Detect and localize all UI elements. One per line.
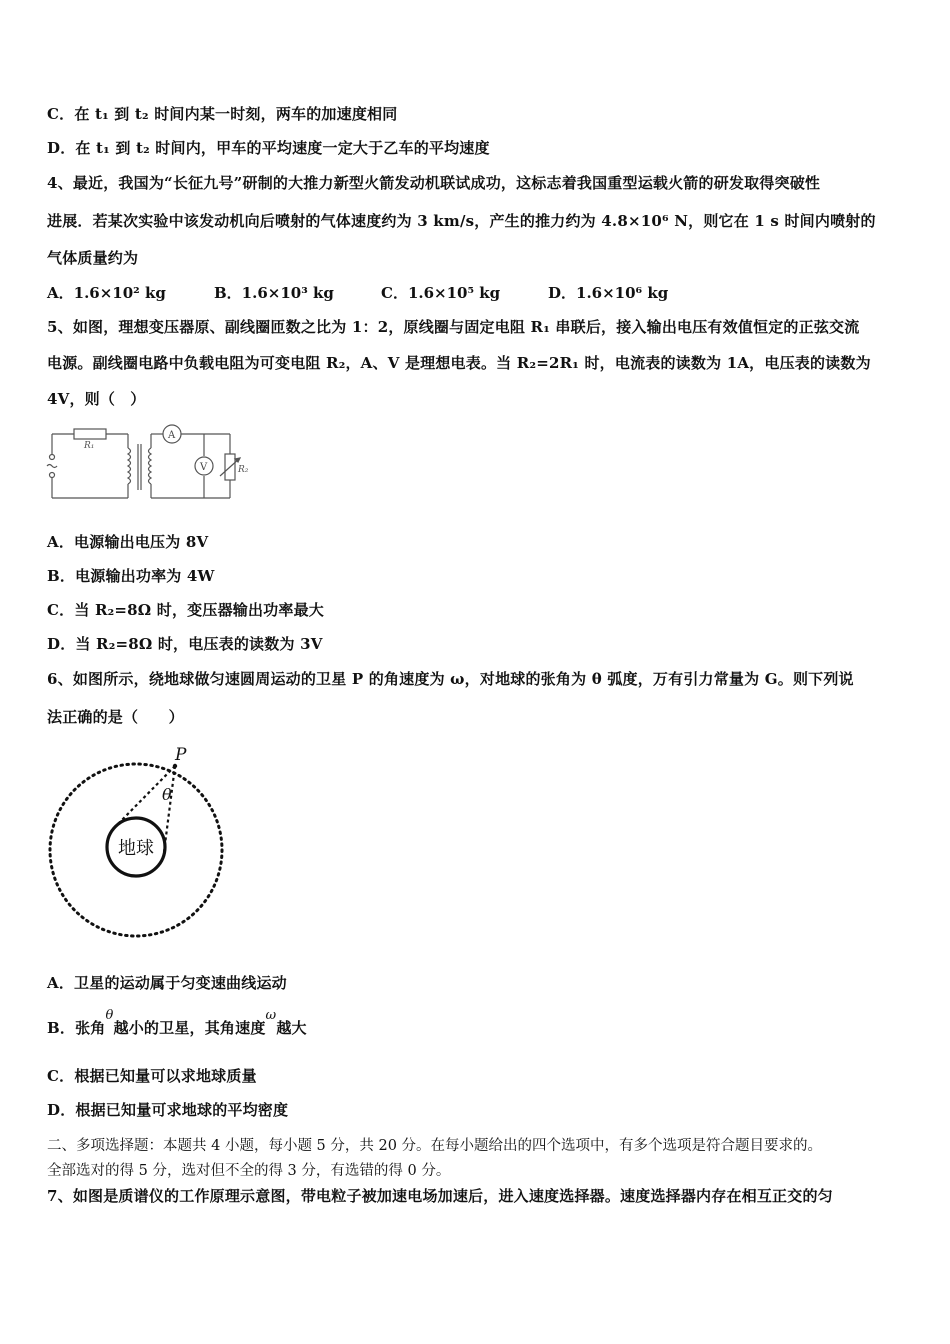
resistor-r1-symbol xyxy=(74,429,106,439)
q4-option-c: C．1.6×10⁵ kg xyxy=(381,284,501,302)
q5-text-line1: 5、如图，理想变压器原、副线圈匝数之比为 1：2，原线圈与固定电阻 R₁ 串联后，接入输出电压有效值恒定的正弦交流 xyxy=(47,318,860,336)
earth-label: 地球 xyxy=(118,838,154,859)
q4-options xyxy=(47,282,715,303)
q5-text-line3: 4V，则（ ） xyxy=(47,390,146,408)
section2-heading-line2: 全部选对的得 5 分，选对但不全的得 3 分，有选错的得 0 分。 xyxy=(47,1163,451,1179)
ammeter-label: A xyxy=(168,430,176,441)
q6-option-b xyxy=(47,1008,307,1038)
r2-label: R₂ xyxy=(238,465,249,475)
q6-option-b-mid: 越小的卫星，其角速度 xyxy=(113,1019,266,1037)
section2-heading-line1: 二、多项选择题：本题共 4 小题，每小题 5 分，共 20 分。在每小题给出的四个选项中，有多个选项是符合题目要求的。 xyxy=(47,1138,823,1154)
q5-option-b: B．电源输出功率为 4W xyxy=(47,567,215,585)
q6-option-b-post: 越大 xyxy=(276,1019,307,1037)
q5-option-c: C．当 R₂=8Ω 时，变压器输出功率最大 xyxy=(47,601,324,619)
tangent-line-right xyxy=(164,766,175,852)
q7-text-line1: 7、如图是质谱仪的工作原理示意图，带电粒子被加速电场加速后，进入速度选择器。速度选择器内存在相互正交的匀 xyxy=(47,1187,833,1205)
q5-text-line2: 电源。副线圈电路中负载电阻为可变电阻 R₂，A、V 是理想电表。当 R₂=2R₁ 时，电流表的读数为 1A，电压表的读数为 xyxy=(47,354,871,372)
q3-option-d: D．在 t₁ 到 t₂ 时间内，甲车的平均速度一定大于乙车的平均速度 xyxy=(47,139,490,157)
q6-text-line2: 法正确的是（ ） xyxy=(47,708,184,726)
q4-text-line1: 4、最近，我国为“长征九号”研制的大推力新型火箭发动机联试成功，这标志着我国重型运载火箭的研发取得突破性 xyxy=(47,174,821,192)
q4-option-d: D．1.6×10⁶ kg xyxy=(548,284,669,302)
q4-text-line3: 气体质量约为 xyxy=(47,249,139,267)
satellite-label: P xyxy=(175,745,187,765)
q4-text-line2: 进展．若某次实验中该发动机向后喷射的气体速度约为 3 km/s，产生的推力约为 4.8×10⁶ N，则它在 1 s 时间内喷射的 xyxy=(47,212,876,230)
angle-label: θ xyxy=(162,785,172,804)
q4-option-a: A．1.6×10² kg xyxy=(47,284,166,302)
voltmeter-label: V xyxy=(200,462,208,473)
q6-option-a: A．卫星的运动属于匀变速曲线运动 xyxy=(47,974,287,992)
q5-option-a: A．电源输出电压为 8V xyxy=(47,533,209,551)
q6-text-line1: 6、如图所示，绕地球做匀速圆周运动的卫星 P 的角速度为 ω，对地球的张角为 θ 弧度，万有引力常量为 G。则下列说 xyxy=(47,670,854,688)
q6-option-c: C．根据已知量可以求地球质量 xyxy=(47,1067,257,1085)
transformer-circuit-figure xyxy=(44,424,254,506)
r1-label: R₁ xyxy=(84,441,95,451)
q4-option-b: B．1.6×10³ kg xyxy=(214,284,334,302)
theta-symbol: θ xyxy=(105,1008,114,1023)
omega-symbol: ω xyxy=(265,1008,277,1023)
q5-option-d: D．当 R₂=8Ω 时，电压表的读数为 3V xyxy=(47,635,323,653)
q6-option-d: D．根据已知量可求地球的平均密度 xyxy=(47,1101,289,1119)
satellite-orbit-figure xyxy=(44,740,234,938)
q3-option-c: C．在 t₁ 到 t₂ 时间内某一时刻，两车的加速度相同 xyxy=(47,105,398,123)
q6-option-b-pre: B．张角 xyxy=(47,1019,106,1037)
